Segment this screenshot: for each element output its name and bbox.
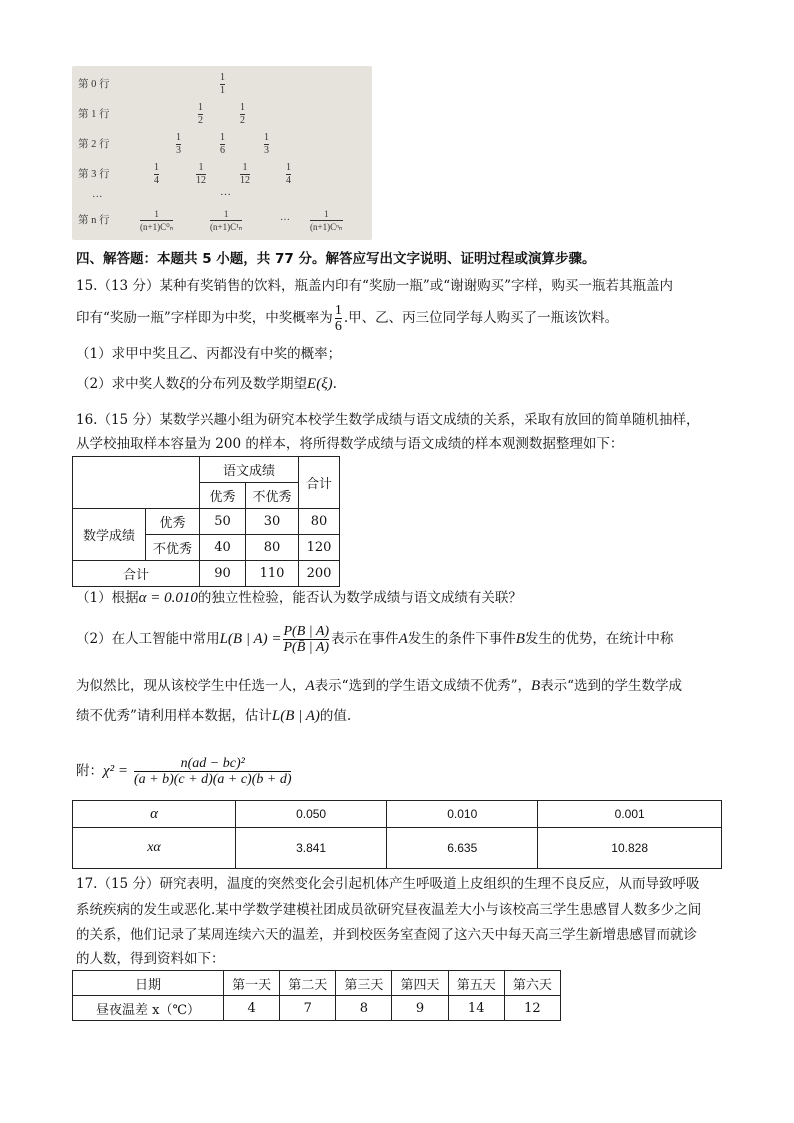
likelihood-ratio-fraction: $\frac{P(B | A)}{P(B̄ | A)}$ <box>283 624 330 655</box>
q15-line1: 15.（13 分）某种有奖销售的饮料，瓶盖内印有“奖励一瓶”或“谢谢购买”字样，购买一瓶若其瓶盖内 <box>76 278 674 294</box>
fraction: 1 2 <box>198 102 203 126</box>
fraction: 1 3 <box>176 132 181 156</box>
q15-line2: 印有“奖励一瓶”字样即为中奖，中奖概率为 $\frac{1}{6}$ .甲、乙、丙三位同学每人购买了一瓶该饮料。 <box>76 303 619 334</box>
table-row: α 0.050 0.010 0.001 <box>73 801 722 828</box>
row-label-2: 第 2 行 <box>78 139 110 150</box>
probability-fraction: $\frac{1}{6}$ <box>334 303 342 334</box>
q15-sub1: （1）求甲中奖且乙、丙都没有中奖的概率； <box>76 346 342 362</box>
q17-line3: 的关系，他们记录了某周连续六天的温差，并到校医务室查阅了这六天中每天高三学生新增患感冒而就诊 <box>76 927 697 943</box>
score-contingency-table <box>72 456 340 587</box>
row-label-1: 第 1 行 <box>78 109 110 120</box>
row-label-0: 第 0 行 <box>78 79 110 90</box>
fraction: 1 12 <box>240 162 250 186</box>
fraction: 1 2 <box>240 102 245 126</box>
table-row: 昼夜温差 x（℃） 4 7 8 9 14 12 <box>73 996 561 1021</box>
q16-line2: 从学校抽取样本容量为 200 的样本，将所得数学成绩与语文成绩的样本观测数据整理如下： <box>76 436 624 452</box>
chi-square-formula: 附：χ² = $\frac{\text{n(ad − bc)²}}{(a + b)(c + d)(a + c)(b + d)}$ <box>76 756 292 787</box>
fraction: 1 4 <box>286 162 291 186</box>
number-triangle-figure <box>72 66 372 240</box>
fraction: 1 3 <box>264 132 269 156</box>
q16-sub2-line1: （2）在人工智能中常用L(B | A) = $\frac{P(B | A)}{P(B̄ | A)}$ 表示在事件A发生的条件下事件B发生的优势，在统计中称 <box>76 624 674 655</box>
fraction: 1 6 <box>220 132 225 156</box>
critical-value-table <box>72 800 722 869</box>
q17-line1: 17.（15 分）研究表明，温度的突然变化会引起机体产生呼吸道上皮组织的生理不良反应，从而导致呼吸 <box>76 876 700 892</box>
row-label-n: 第 n 行 <box>78 215 110 226</box>
vertical-dots: … <box>220 186 231 198</box>
q16-sub2-line2: 为似然比，现从该校学生中任选一人，A表示“选到的学生语文成绩不优秀”，B表示“选到的学生数学成 <box>76 678 683 694</box>
fraction: 1 12 <box>196 162 206 186</box>
table-row: 不优秀 40 80 120 <box>73 535 340 561</box>
q17-line2: 系统疾病的发生或恶化.某中学数学建模社团成员欲研究昼夜温差大小与该校高三学生患感冒人数多少之间 <box>76 902 702 918</box>
table-row: 日期 第一天 第二天 第三天 第四天 第五天 第六天 <box>73 971 561 996</box>
fraction: 1 1 <box>220 72 225 96</box>
section-heading: 四、解答题：本题共 5 小题，共 77 分。解答应写出文字说明、证明过程或演算步骤。 <box>76 251 596 267</box>
q15-sub2: （2）求中奖人数ξ的分布列及数学期望E(ξ). <box>76 376 337 392</box>
q16-sub1: （1）根据α = 0.010的独立性检验，能否认为数学成绩与语文成绩有关联？ <box>76 590 522 606</box>
table-row: xα 3.841 6.635 10.828 <box>73 828 722 869</box>
q16-sub2-line3: 绩不优秀”请利用样本数据，估计L(B | A)的值. <box>76 708 352 724</box>
fraction: 1 4 <box>154 162 159 186</box>
table-row: 数学成绩 优秀 50 30 80 <box>73 509 340 535</box>
row-label-3: 第 3 行 <box>78 169 110 180</box>
fraction: 1 (n+1)C⁰ₙ <box>140 209 174 232</box>
q16-line1: 16.（15 分）某数学兴趣小组为研究本校学生数学成绩与语文成绩的关系，采取有放回的简单随机抽样， <box>76 412 700 428</box>
row-label-dots: … <box>92 189 103 200</box>
fraction: 1 (n+1)Cⁿₙ <box>310 209 343 232</box>
table-row: 优秀 不优秀 <box>73 483 340 509</box>
temperature-table <box>72 970 561 1021</box>
fraction: 1 (n+1)C¹ₙ <box>210 209 243 232</box>
ellipsis: … <box>280 212 290 223</box>
table-row: 语文成绩 合计 <box>73 457 340 483</box>
table-row: 合计 90 110 200 <box>73 561 340 587</box>
q17-line4: 的人数，得到资料如下： <box>76 951 225 967</box>
